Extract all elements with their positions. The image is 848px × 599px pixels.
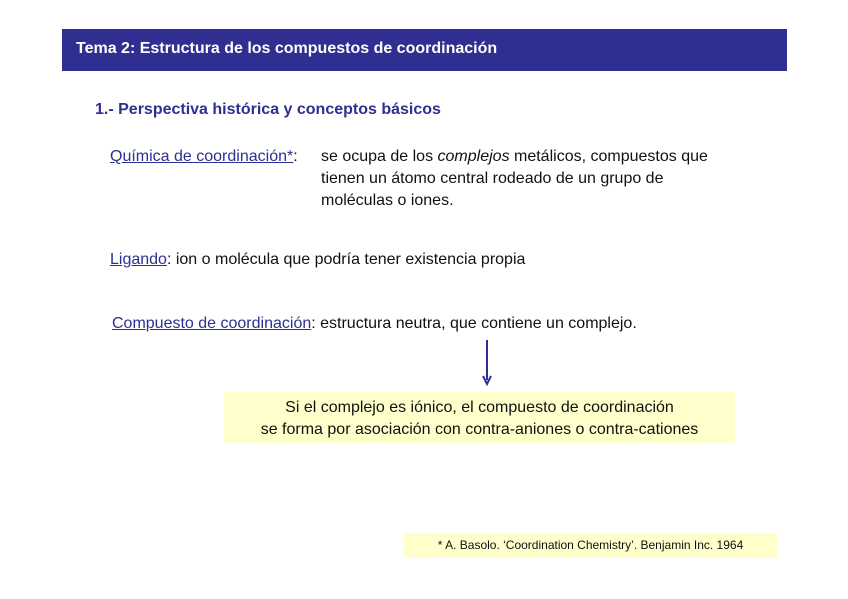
definition-line-2: tienen un átomo central rodeado de un grupo de <box>321 170 664 187</box>
term-quimica-de-coordinacion: Química de coordinación* <box>110 148 294 165</box>
title-banner <box>62 29 787 71</box>
line1-post: metálicos, compuestos que <box>509 148 708 165</box>
term-compuesto-de-coordinacion: Compuesto de coordinación <box>112 315 312 332</box>
definition-compuesto-text: : estructura neutra, que contiene un complejo. <box>311 315 637 332</box>
definition-quimica-de-coordinacion <box>110 146 790 209</box>
definition-ligando <box>110 249 525 271</box>
footnote: * A. Basolo. ‘Coordination Chemistry’. Benjamin Inc. 1964 <box>404 533 777 558</box>
callout-box <box>224 392 735 443</box>
definition-line-1 <box>321 146 781 168</box>
down-arrow-icon <box>480 340 494 386</box>
definition-line-3: moléculas o iones. <box>321 192 454 209</box>
emphasis-complejos: complejos <box>437 148 510 165</box>
definition-text <box>321 146 781 212</box>
line1-pre: se ocupa de los <box>321 148 438 165</box>
term-separator: : <box>293 148 298 165</box>
definition-compuesto <box>112 313 637 335</box>
callout-line-2: se forma por asociación con contra-aniones o contra-cationes <box>260 421 699 438</box>
callout-line-1: Si el complejo es iónico, el compuesto de coordinación <box>285 399 674 416</box>
definition-ligando-text: : ion o molécula que podría tener existencia propia <box>166 251 526 268</box>
section-heading: 1.- Perspectiva histórica y conceptos básicos <box>95 101 441 118</box>
term-ligando: Ligando <box>110 251 167 268</box>
slide-title: Tema 2: Estructura de los compuestos de coordinación <box>76 40 498 57</box>
